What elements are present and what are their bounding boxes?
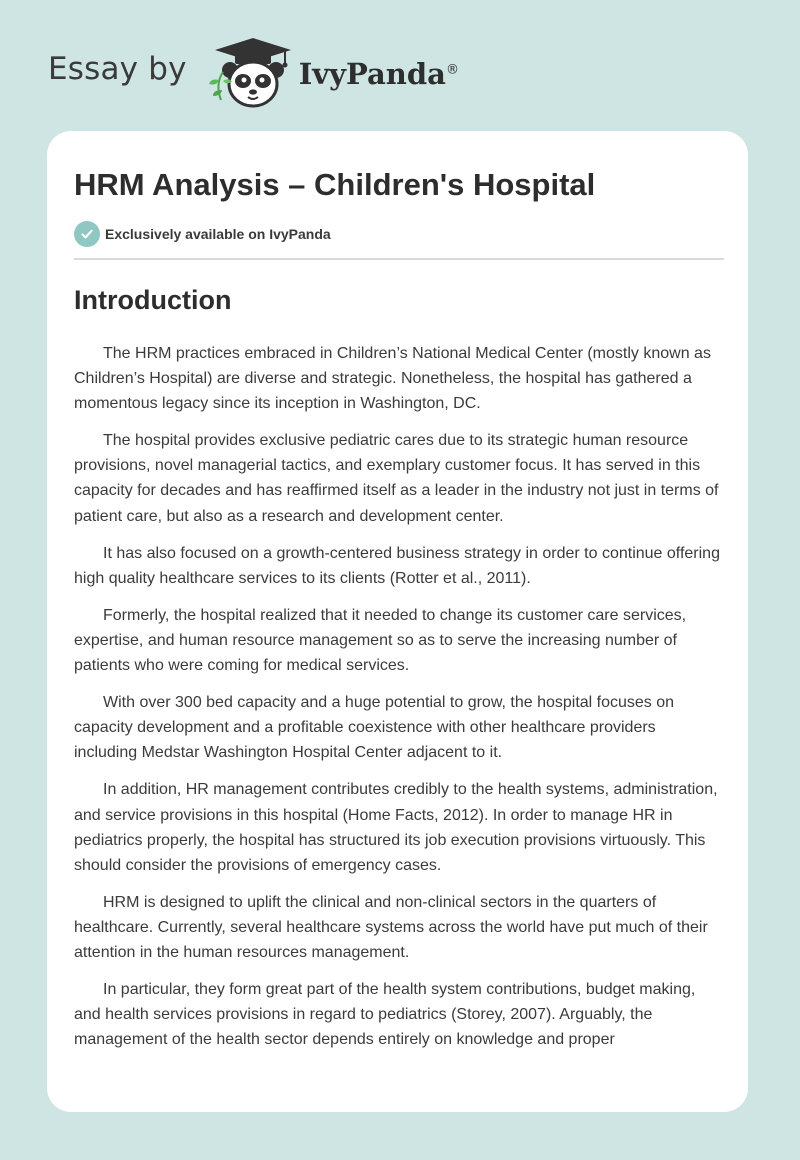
exclusive-badge — [74, 221, 722, 247]
article-card — [47, 131, 748, 1112]
exclusive-badge-text: Exclusively available on IvyPanda — [105, 226, 331, 242]
check-icon — [74, 221, 100, 247]
brand-name: IvyPanda® — [298, 56, 459, 91]
registered-mark: ® — [445, 61, 459, 77]
article-body — [74, 341, 722, 1052]
paragraph: With over 300 bed capacity and a huge potential to grow, the hospital focuses on capacity development and a profitable coexistence with other healthcare providers including Medstar Washington Hospital Center adjacent to it. — [74, 694, 675, 762]
paragraph: Formerly, the hospital realized that it needed to change its customer care services, expertise, and human resource management so as to serve the increasing number of patients who were coming for medical services. — [74, 606, 687, 675]
paragraph: HRM is designed to uplift the clinical and non-clinical sectors in the quarters of healthcare. Currently, several healthcare systems across the world have put much of their attention in the human resources management. — [74, 893, 708, 961]
paragraph: The hospital provides exclusive pediatric cares due to its strategic human resource provisions, novel managerial tactics, and exemplary customer focus. It has served in this capacity for decades and has reaffirmed itself as a leader in the industry not just in terms of patient care, but also as a research and development center. — [74, 432, 719, 525]
title-divider — [74, 258, 724, 260]
ivypanda-logo-icon — [201, 34, 293, 110]
paragraph: In particular, they form great part of the health system contributions, budget making, and health services provisions in regard to pediatrics (Storey, 2007). Arguably, the management of the health sector depends entirely on knowledge and proper — [74, 981, 696, 1049]
paragraph: The HRM practices embraced in Children’s National Medical Center (mostly known as Children’s Hospital) are diverse and strategic. Nonetheless, the hospital has gathered a momentous legacy since its inception in Washington, DC. — [74, 345, 711, 413]
section-heading: Introduction — [74, 285, 232, 315]
brand-prefix: Essay by — [48, 50, 187, 87]
brand-header[interactable] — [48, 34, 459, 110]
article-title: HRM Analysis – Children's Hospital — [74, 167, 596, 202]
article-content — [74, 167, 722, 1064]
paragraph: In addition, HR management contributes credibly to the health systems, administration, and service provisions in this hospital (Home Facts, 2012). In order to manage HR in pediatrics properly, the hospital has structured its job execution provisions virtuously. This should consider the provisions of emergency cases. — [74, 781, 718, 874]
paragraph: It has also focused on a growth-centered business strategy in order to continue offering high quality healthcare services to its clients (Rotter et al., 2011). — [74, 544, 720, 587]
